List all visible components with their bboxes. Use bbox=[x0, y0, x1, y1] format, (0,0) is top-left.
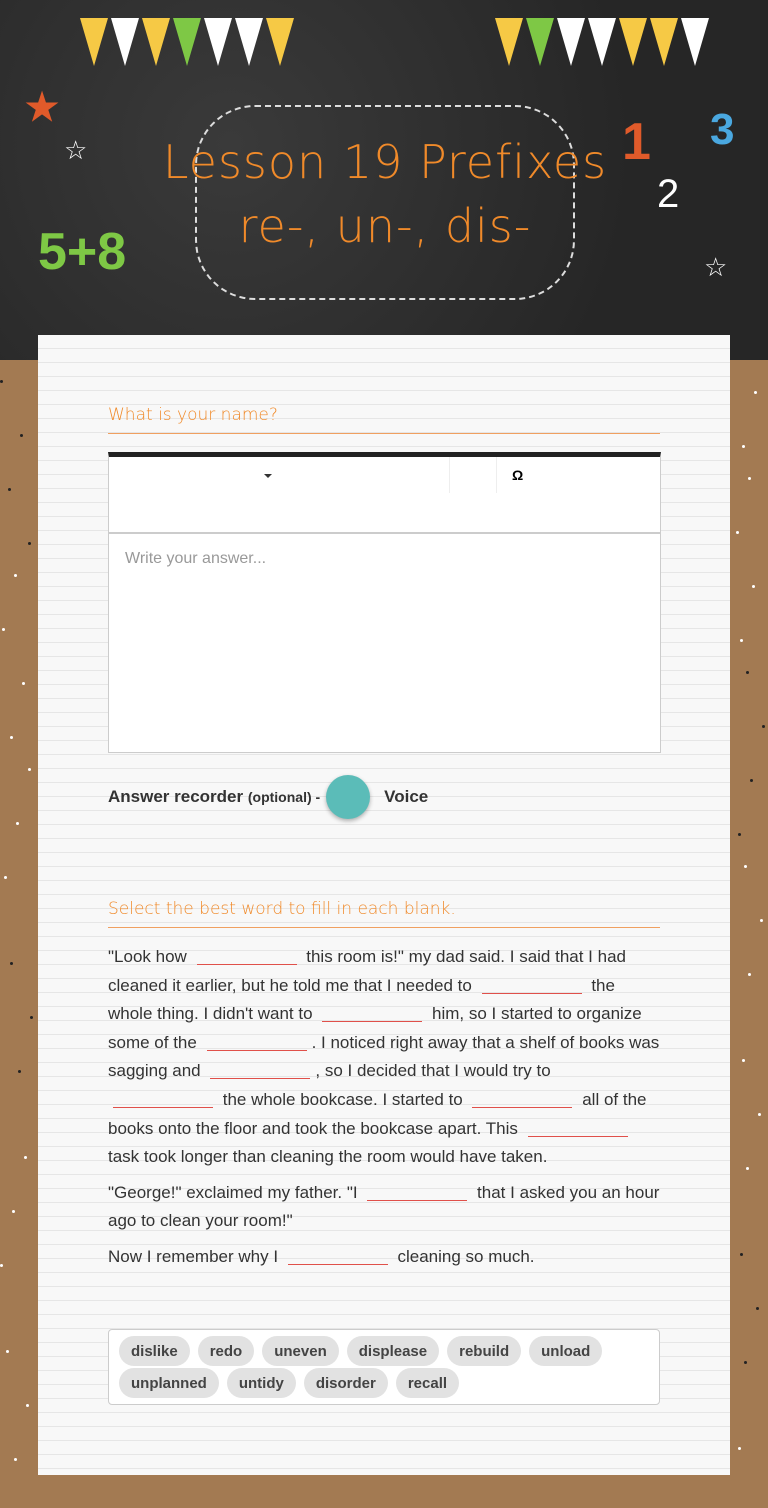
background-dot bbox=[748, 477, 751, 480]
passage-text: . I noticed right away that a shelf of books was sagging and bbox=[108, 1032, 660, 1081]
word-chip[interactable]: recall bbox=[396, 1368, 459, 1398]
passage-paragraph bbox=[108, 1179, 664, 1236]
background-dot bbox=[742, 1059, 745, 1062]
blank-drop-target[interactable] bbox=[288, 1247, 388, 1265]
background-dot bbox=[28, 542, 31, 545]
background-dot bbox=[754, 391, 757, 394]
bunting-flag bbox=[173, 18, 201, 66]
background-dot bbox=[736, 531, 739, 534]
background-dot bbox=[748, 973, 751, 976]
bunting-flag bbox=[80, 18, 108, 66]
bunting-flag bbox=[588, 18, 616, 66]
passage-text: task took longer than cleaning the room would have taken. bbox=[108, 1147, 548, 1167]
question-prompt: What is your name? bbox=[108, 405, 660, 434]
passage-text: that I asked you an hour ago to clean your room!" bbox=[108, 1182, 660, 1231]
passage-text: "Look how bbox=[108, 947, 192, 966]
bunting-flag bbox=[111, 18, 139, 66]
bunting-flag bbox=[142, 18, 170, 66]
number-decoration: 3 bbox=[710, 105, 735, 154]
background-dot bbox=[20, 434, 23, 437]
background-dot bbox=[8, 488, 11, 491]
recorder-mode: Voice bbox=[384, 787, 429, 806]
background-dot bbox=[24, 1156, 27, 1159]
background-dot bbox=[746, 671, 749, 674]
bunting-flag bbox=[650, 18, 678, 66]
blank-drop-target[interactable] bbox=[207, 1033, 307, 1051]
background-dot bbox=[10, 736, 13, 739]
answer-input[interactable]: Write your answer... bbox=[125, 550, 267, 567]
background-dot bbox=[738, 1447, 741, 1450]
answer-editor[interactable] bbox=[108, 452, 661, 753]
question-prompt: Select the best word to fill in each blank. bbox=[108, 899, 660, 928]
bunting-flag bbox=[495, 18, 523, 66]
passage-paragraph bbox=[108, 1243, 664, 1272]
background-dot bbox=[744, 1361, 747, 1364]
background-dot bbox=[14, 1458, 17, 1461]
background-dot bbox=[14, 574, 17, 577]
passage-text: , so I decided that I would try to bbox=[315, 1061, 551, 1081]
background-dot bbox=[12, 1210, 15, 1213]
bunting-flag bbox=[266, 18, 294, 66]
background-dot bbox=[740, 1253, 743, 1256]
background-dot bbox=[756, 1307, 759, 1310]
passage-paragraph bbox=[108, 943, 664, 1172]
math-decoration: 5+8 bbox=[38, 223, 127, 281]
number-decoration: 1 bbox=[622, 113, 651, 171]
special-character-button[interactable]: Ω bbox=[512, 467, 524, 483]
background-dot bbox=[4, 876, 7, 879]
background-dot bbox=[6, 1350, 9, 1353]
passage-text: all of the books onto the floor and took the bookcase apart. This bbox=[108, 1089, 647, 1138]
blank-drop-target[interactable] bbox=[322, 1004, 422, 1022]
page-title: Lesson 19 Prefixes re-, un-, dis- bbox=[162, 135, 608, 253]
answer-recorder bbox=[108, 775, 428, 819]
editor-toolbar bbox=[109, 457, 660, 534]
divider bbox=[449, 457, 450, 493]
background-dot bbox=[10, 962, 13, 965]
passage-text: cleaning so much. bbox=[392, 1246, 535, 1266]
background-dot bbox=[742, 445, 745, 448]
background-dot bbox=[0, 1264, 3, 1267]
passage-text: him, so I started to organize some of the bbox=[108, 1004, 642, 1052]
bunting-flag bbox=[526, 18, 554, 66]
blank-drop-target[interactable] bbox=[113, 1090, 213, 1108]
recorder-label: Answer recorder bbox=[108, 787, 244, 806]
star-icon: ☆ bbox=[64, 135, 88, 165]
star-icon: ☆ bbox=[704, 252, 728, 282]
recorder-optional: (optional) - bbox=[247, 789, 321, 805]
record-button[interactable] bbox=[326, 775, 370, 819]
blank-drop-target[interactable] bbox=[197, 947, 297, 965]
background-dot bbox=[744, 865, 747, 868]
word-bank bbox=[108, 1329, 660, 1405]
background-dot bbox=[26, 1404, 29, 1407]
divider bbox=[496, 457, 497, 493]
word-chip[interactable]: dislike bbox=[119, 1336, 190, 1366]
bunting-flag bbox=[619, 18, 647, 66]
word-chip[interactable]: disorder bbox=[304, 1368, 388, 1398]
background-dot bbox=[22, 682, 25, 685]
worksheet bbox=[38, 335, 730, 1475]
background-dot bbox=[760, 919, 763, 922]
background-dot bbox=[28, 768, 31, 771]
blank-drop-target[interactable] bbox=[528, 1119, 628, 1137]
background-dot bbox=[18, 1070, 21, 1073]
blank-drop-target[interactable] bbox=[210, 1061, 310, 1079]
word-chip[interactable]: displease bbox=[347, 1336, 439, 1366]
passage-text: this room is!" my dad said. I said that I had cleaned it earlier, but he told me that I needed to bbox=[108, 947, 626, 995]
blank-drop-target[interactable] bbox=[472, 1090, 572, 1108]
passage-text: the whole bookcase. I started to bbox=[218, 1089, 468, 1109]
font-dropdown-caret-icon[interactable] bbox=[264, 474, 272, 478]
background-dot bbox=[750, 779, 753, 782]
bunting-flag bbox=[681, 18, 709, 66]
word-chip[interactable]: redo bbox=[198, 1336, 255, 1366]
background-dot bbox=[752, 585, 755, 588]
background-dot bbox=[738, 833, 741, 836]
background-dot bbox=[746, 1167, 749, 1170]
bunting-flag bbox=[235, 18, 263, 66]
word-chip[interactable]: unplanned bbox=[119, 1368, 219, 1398]
bunting-flag bbox=[204, 18, 232, 66]
word-chip[interactable]: uneven bbox=[262, 1336, 339, 1366]
number-decoration: 2 bbox=[657, 172, 680, 216]
chalkboard-header bbox=[0, 0, 768, 360]
background-dot bbox=[0, 380, 3, 383]
passage-text: Now I remember why I bbox=[108, 1246, 283, 1266]
bunting-flag bbox=[557, 18, 585, 66]
passage-text: "George!" exclaimed my father. "I bbox=[108, 1182, 363, 1202]
fill-in-passage bbox=[108, 943, 664, 1279]
word-chip[interactable]: rebuild bbox=[447, 1336, 521, 1366]
background-dot bbox=[30, 1016, 33, 1019]
background-dot bbox=[16, 822, 19, 825]
background-dot bbox=[740, 639, 743, 642]
background-dot bbox=[2, 628, 5, 631]
blank-drop-target[interactable] bbox=[482, 976, 582, 994]
passage-text: the whole thing. I didn't want to bbox=[108, 975, 615, 1024]
word-chip[interactable]: untidy bbox=[227, 1368, 296, 1398]
star-icon: ★ bbox=[25, 87, 60, 129]
background-dot bbox=[762, 725, 765, 728]
background-dot bbox=[758, 1113, 761, 1116]
word-chip[interactable]: unload bbox=[529, 1336, 602, 1366]
blank-drop-target[interactable] bbox=[367, 1183, 467, 1201]
